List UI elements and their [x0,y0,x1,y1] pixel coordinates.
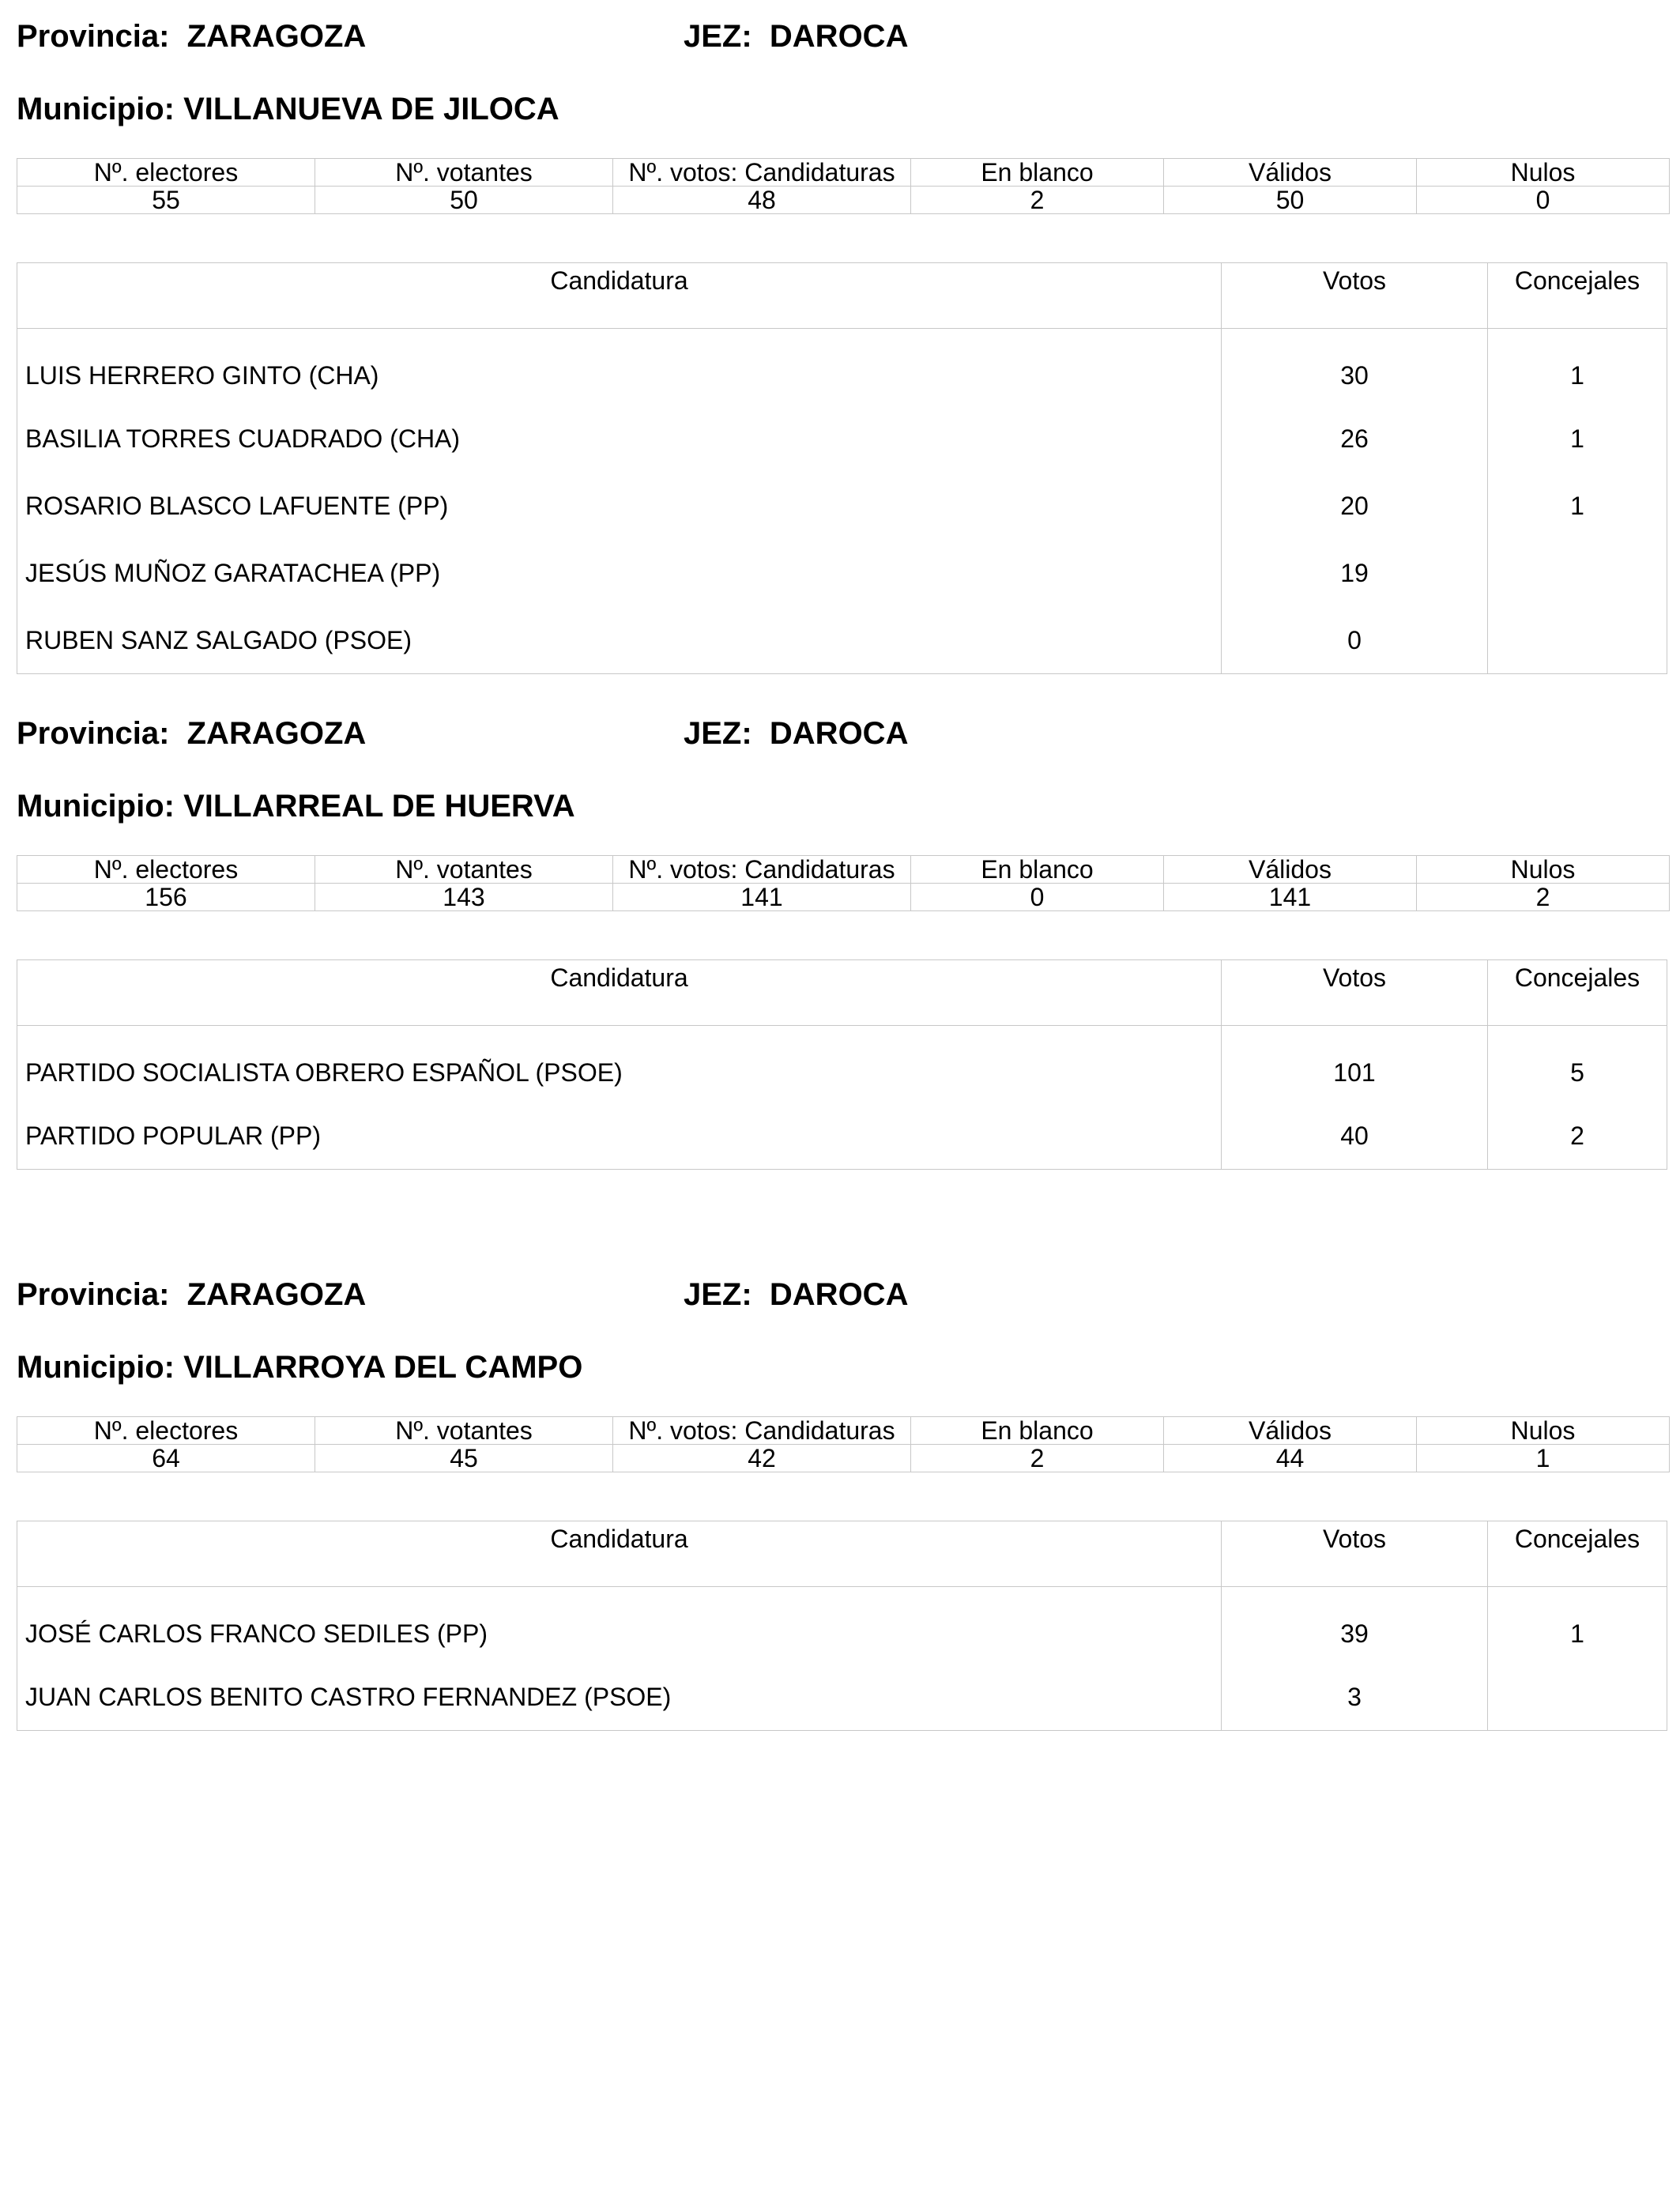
candidate-concejales: 1 [1488,329,1667,405]
candidate-row [17,1026,1667,1103]
summary-value-cell: 143 [315,884,613,911]
summary-header-cell: Nº. votos: Candidaturas [613,856,911,884]
jez-value: DAROCA [769,1277,909,1312]
votos-header: Votos [1222,1521,1488,1587]
concejales-header: Concejales [1488,1521,1667,1587]
candidates-header-row [17,960,1667,1026]
jez-value: DAROCA [769,716,909,751]
municipio-heading [17,787,575,825]
provincia-label: Provincia: [17,19,187,54]
candidates-table [17,1521,1667,1731]
provincia-heading [17,714,366,752]
summary-value-cell: 2 [1417,884,1670,911]
candidate-votes: 40 [1222,1102,1488,1170]
summary-header-cell: Nº. electores [17,159,315,187]
summary-value-cell: 55 [17,187,315,214]
summary-value-row [17,884,1670,911]
candidate-name: JESÚS MUÑOZ GARATACHEA (PP) [17,539,1222,606]
concejales-header: Concejales [1488,263,1667,329]
provincia-label: Provincia: [17,716,187,751]
candidatura-header: Candidatura [17,263,1222,329]
votos-header: Votos [1222,263,1488,329]
summary-header-row [17,856,1670,884]
candidate-concejales [1488,539,1667,606]
candidate-row [17,329,1667,405]
summary-value-cell: 141 [1164,884,1417,911]
candidate-concejales: 1 [1488,1587,1667,1664]
summary-header-cell: Nº. votantes [315,1417,613,1445]
jez-heading [684,714,908,752]
municipio-value: VILLARROYA DEL CAMPO [183,1350,583,1385]
votos-header: Votos [1222,960,1488,1026]
candidate-votes: 39 [1222,1587,1488,1664]
summary-header-cell: En blanco [911,856,1164,884]
candidates-table [17,959,1667,1170]
candidate-name: BASILIA TORRES CUADRADO (CHA) [17,405,1222,472]
municipio-label: Municipio: [17,1350,184,1385]
provincia-value: ZARAGOZA [186,716,367,751]
summary-value-cell: 156 [17,884,315,911]
summary-value-cell: 64 [17,1445,315,1472]
candidate-votes: 26 [1222,405,1488,472]
candidate-row [17,1102,1667,1170]
candidate-votes: 30 [1222,329,1488,405]
summary-header-cell: Nulos [1417,1417,1670,1445]
summary-header-cell: Válidos [1164,856,1417,884]
candidatura-header: Candidatura [17,1521,1222,1587]
summary-header-cell: Nº. votos: Candidaturas [613,1417,911,1445]
jez-label: JEZ: [684,1277,770,1312]
jez-heading [684,17,908,55]
candidate-concejales [1488,606,1667,674]
candidate-row [17,539,1667,606]
candidatura-header: Candidatura [17,960,1222,1026]
summary-header-cell: Nº. votantes [315,159,613,187]
summary-value-row [17,187,1670,214]
summary-header-cell: Nulos [1417,159,1670,187]
provincia-label: Provincia: [17,1277,187,1312]
concejales-header: Concejales [1488,960,1667,1026]
candidate-concejales: 1 [1488,472,1667,539]
summary-value-cell: 0 [1417,187,1670,214]
summary-value-cell: 1 [1417,1445,1670,1472]
municipio-value: VILLARREAL DE HUERVA [183,789,575,824]
summary-value-cell: 0 [911,884,1164,911]
summary-header-row [17,1417,1670,1445]
summary-header-row [17,159,1670,187]
candidate-row [17,1587,1667,1664]
summary-header-cell: Válidos [1164,159,1417,187]
municipio-heading [17,90,559,128]
summary-value-cell: 44 [1164,1445,1417,1472]
summary-header-cell: Nº. electores [17,1417,315,1445]
jez-label: JEZ: [684,19,770,54]
summary-value-cell: 141 [613,884,911,911]
jez-value: DAROCA [769,19,909,54]
summary-value-cell: 42 [613,1445,911,1472]
candidate-name: PARTIDO SOCIALISTA OBRERO ESPAÑOL (PSOE) [17,1026,1222,1103]
summary-header-cell: En blanco [911,1417,1164,1445]
candidate-votes: 0 [1222,606,1488,674]
candidate-name: ROSARIO BLASCO LAFUENTE (PP) [17,472,1222,539]
candidate-concejales: 1 [1488,405,1667,472]
candidate-concejales: 5 [1488,1026,1667,1103]
candidate-votes: 101 [1222,1026,1488,1103]
summary-value-cell: 2 [911,187,1164,214]
candidate-name: LUIS HERRERO GINTO (CHA) [17,329,1222,405]
candidate-name: PARTIDO POPULAR (PP) [17,1102,1222,1170]
summary-table [17,855,1670,911]
candidate-row [17,405,1667,472]
provincia-value: ZARAGOZA [186,1277,367,1312]
candidate-row [17,1663,1667,1731]
summary-header-cell: Válidos [1164,1417,1417,1445]
summary-header-cell: Nº. electores [17,856,315,884]
provincia-heading [17,1276,366,1314]
jez-label: JEZ: [684,716,770,751]
candidate-votes: 19 [1222,539,1488,606]
candidate-name: JOSÉ CARLOS FRANCO SEDILES (PP) [17,1587,1222,1664]
candidates-header-row [17,263,1667,329]
summary-table [17,1416,1670,1472]
candidate-concejales: 2 [1488,1102,1667,1170]
summary-value-cell: 50 [315,187,613,214]
municipio-heading [17,1348,582,1386]
provincia-value: ZARAGOZA [186,19,367,54]
summary-value-cell: 45 [315,1445,613,1472]
candidate-votes: 20 [1222,472,1488,539]
summary-header-cell: Nº. votantes [315,856,613,884]
candidates-header-row [17,1521,1667,1587]
municipio-label: Municipio: [17,92,184,126]
candidate-name: JUAN CARLOS BENITO CASTRO FERNANDEZ (PSOE) [17,1663,1222,1731]
candidates-table [17,262,1667,674]
summary-header-cell: Nº. votos: Candidaturas [613,159,911,187]
jez-heading [684,1276,908,1314]
summary-table [17,158,1670,214]
municipio-value: VILLANUEVA DE JILOCA [183,92,559,126]
summary-value-cell: 48 [613,187,911,214]
summary-value-row [17,1445,1670,1472]
candidate-row [17,472,1667,539]
candidate-name: RUBEN SANZ SALGADO (PSOE) [17,606,1222,674]
municipio-label: Municipio: [17,789,184,824]
summary-header-cell: Nulos [1417,856,1670,884]
candidate-votes: 3 [1222,1663,1488,1731]
candidate-row [17,606,1667,674]
candidate-concejales [1488,1663,1667,1731]
summary-value-cell: 2 [911,1445,1164,1472]
provincia-heading [17,17,366,55]
summary-header-cell: En blanco [911,159,1164,187]
summary-value-cell: 50 [1164,187,1417,214]
